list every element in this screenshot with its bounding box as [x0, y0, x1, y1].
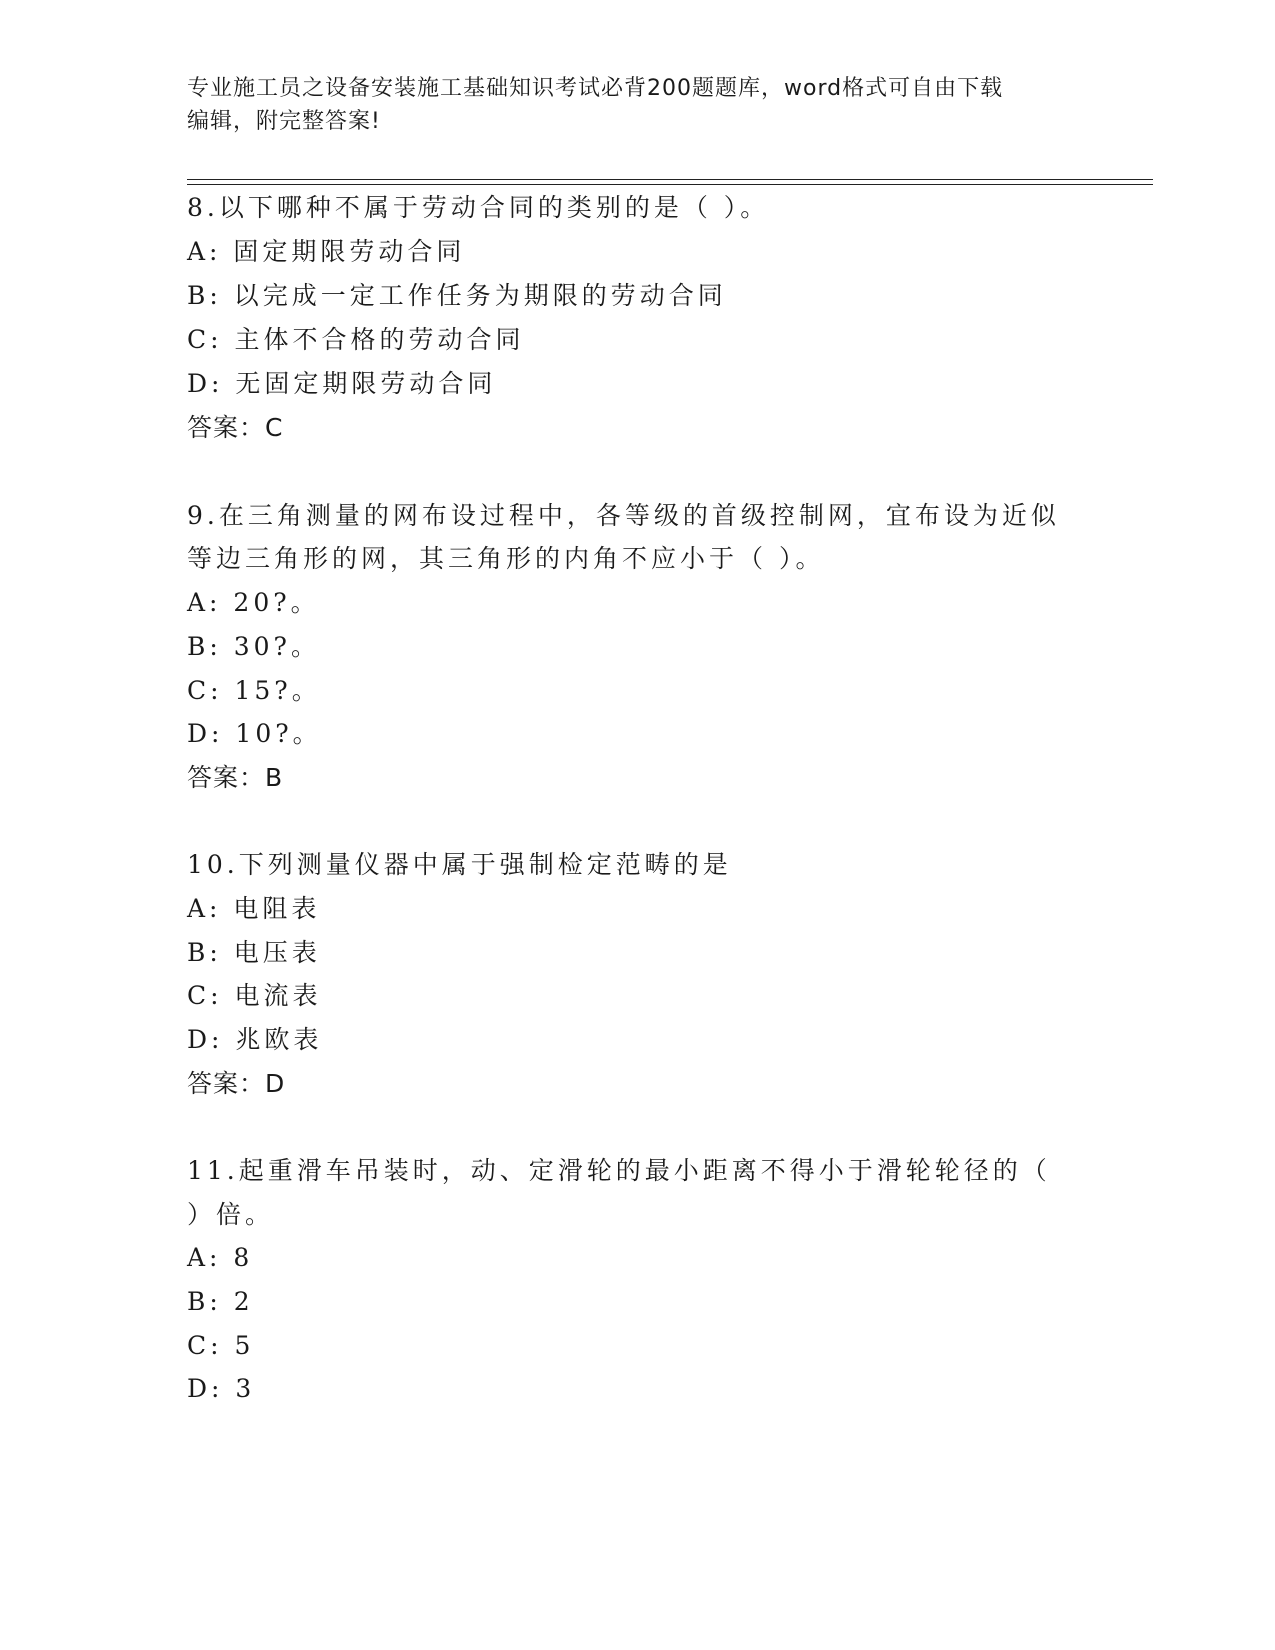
question-10-option-b: B: 电压表 [187, 938, 321, 967]
question-10-option-a: A: 电阻表 [187, 894, 321, 923]
question-11-option-d: D: 3 [187, 1374, 256, 1403]
question-9-stem-line-1: 9.在三角测量的网布设过程中，各等级的首级控制网，宜布设为近似 [187, 501, 1060, 530]
question-8-option-c: C: 主体不合格的劳动合同 [187, 325, 525, 354]
question-11-stem-line-1: 11.起重滑车吊装时，动、定滑轮的最小距离不得小于滑轮轮径的（ [187, 1156, 1051, 1185]
question-9-option-a: A: 20?。 [187, 588, 320, 617]
question-8-option-d: D: 无固定期限劳动合同 [187, 369, 497, 398]
question-10-stem: 10.下列测量仪器中属于强制检定范畴的是 [187, 850, 732, 879]
question-9-stem-line-2: 等边三角形的网，其三角形的内角不应小于（ ）。 [187, 544, 825, 573]
question-9-option-c: C: 15?。 [187, 676, 321, 705]
header-line-1: 专业施工员之设备安装施工基础知识考试必背200题题库，word格式可自由下载 [187, 76, 1004, 101]
header-divider-bottom [187, 184, 1153, 185]
document-header [187, 72, 1067, 138]
question-11-option-c: C: 5 [187, 1331, 255, 1360]
question-10-option-c: C: 电流表 [187, 981, 322, 1010]
question-9-answer: 答案：B [187, 763, 284, 792]
header-divider-top [187, 179, 1153, 180]
question-8-answer: 答案：C [187, 413, 284, 442]
question-11-option-a: A: 8 [187, 1243, 254, 1272]
header-line-2: 编辑，附完整答案! [187, 109, 381, 134]
question-11-option-b: B: 2 [187, 1287, 254, 1316]
question-9-option-b: B: 30?。 [187, 632, 320, 661]
question-10-answer: 答案：D [187, 1069, 286, 1098]
question-11-stem-line-2: ）倍。 [187, 1200, 275, 1229]
question-8-option-b: B: 以完成一定工作任务为期限的劳动合同 [187, 281, 727, 310]
question-8-option-a: A: 固定期限劳动合同 [187, 237, 466, 266]
question-10-option-d: D: 兆欧表 [187, 1025, 323, 1054]
question-9-option-d: D: 10?。 [187, 719, 322, 748]
question-8-stem: 8.以下哪种不属于劳动合同的类别的是（ ）。 [187, 193, 770, 222]
